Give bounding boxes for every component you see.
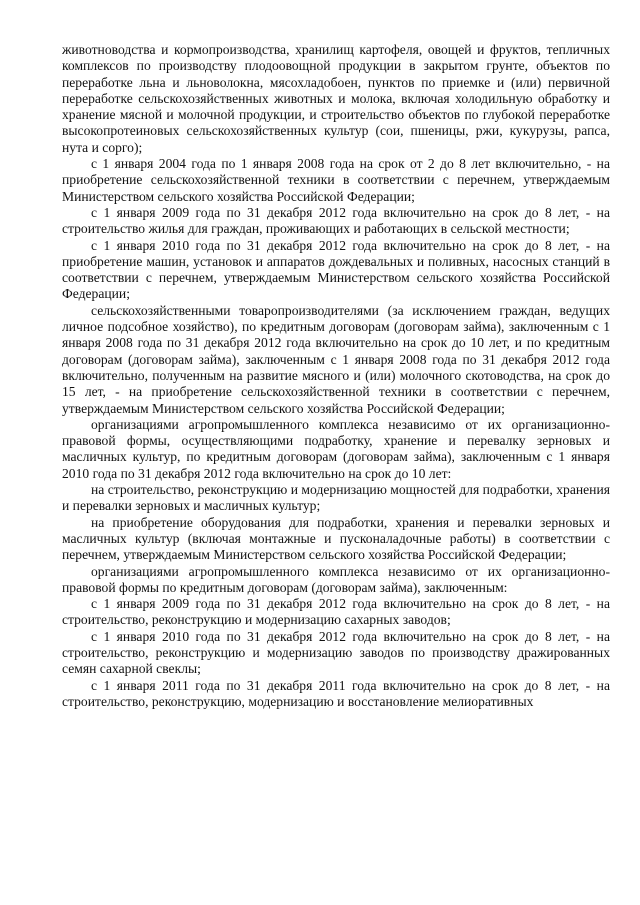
paragraph-agri-producers: сельскохозяйственными товаропроизводителями (за исключением граждан, ведущих личное подсобное хозяйство), по кредитным договорам (договорам займа), заключенным с 1 января 2008 года по 31 декабря 2012 года включительно на срок до 10 лет, и по кредитным договорам (договорам займа), заключенным с 1 января 2008 года по 31 декабря 2012 года включительно, полученным на развитие мясного и (или) молочного скотоводства, на срок до 15 лет, - на приобретение сельскохозяйственной техники в соответствии с перечнем, утверждаемым Министерством сельского хозяйства Российской Федерации; xyxy=(62,302,610,416)
paragraph-2009-sugar-plants: с 1 января 2009 года по 31 декабря 2012 года включительно на срок до 8 лет, - на строительство, реконструкцию и модернизацию сахарных заводов; xyxy=(62,596,610,628)
paragraph-2010-irrigation: с 1 января 2010 года по 31 декабря 2012 года включительно на срок до 8 лет, - на приобретение машин, установок и аппаратов дождевальных и поливных, насосных станций в соответствии с перечнем, утверждаемым Министерством сельского хозяйства Российской Федерации; xyxy=(62,237,610,302)
paragraph-grain-organizations: организациями агропромышленного комплекса независимо от их организационно-правовой формы, осуществляющими подработку, хранение и перевалку зерновых и масличных культур, по кредитным договорам (договорам займа), заключенным с 1 января 2010 года по 31 декабря 2012 года включительно на срок до 10 лет: xyxy=(62,416,610,481)
paragraph-grain-equipment: на приобретение оборудования для подработки, хранения и перевалки зерновых и масличных культур (включая монтажные и пусконаладочные работы) в соответствии с перечнем, утверждаемым Министерством сельского хозяйства Российской Федерации; xyxy=(62,514,610,563)
paragraph-2004-agri-machinery: с 1 января 2004 года по 1 января 2008 года на срок от 2 до 8 лет включительно, - на приобретение сельскохозяйственной техники в соответствии с перечнем, утверждаемым Министерством сельского хозяйства Российской Федерации; xyxy=(62,156,610,204)
paragraph-2010-beet-seeds: с 1 января 2010 года по 31 декабря 2012 года включительно на срок до 8 лет, - на строительство, реконструкцию и модернизацию заводов по производству дражированных семян сахарной свеклы; xyxy=(62,628,610,677)
paragraph-grain-construction: на строительство, реконструкцию и модернизацию мощностей для подработки, хранения и перевалки зерновых и масличных культур; xyxy=(62,482,610,514)
document-body xyxy=(62,42,610,710)
paragraph-continuation: животноводства и кормопроизводства, хранилищ картофеля, овощей и фруктов, тепличных комплексов по производству плодоовощной продукции в закрытом грунте, объектов по переработке льна и льноволокна, мясохладобоен, пунктов по приемке и (или) первичной переработке сельскохозяйственных животных и молока, включая холодильную обработку и хранение мясной и молочной продукции, и строительство объектов по глубокой переработке высокопротеиновых сельскохозяйственных культур (сои, пшеницы, ржи, кукурузы, рапса, нута и сорго); xyxy=(62,42,610,155)
paragraph-2009-rural-housing: с 1 января 2009 года по 31 декабря 2012 года включительно на срок до 8 лет, - на строительство жилья для граждан, проживающих и работающих в сельской местности; xyxy=(62,204,610,237)
paragraph-2011-melioration: с 1 января 2011 года по 31 декабря 2011 года включительно на срок до 8 лет, - на строительство, реконструкцию, модернизацию и восстановление мелиоративных xyxy=(62,677,610,709)
paragraph-agro-organizations: организациями агропромышленного комплекса независимо от их организационно-правовой формы по кредитным договорам (договорам займа), заключенным: xyxy=(62,563,610,595)
